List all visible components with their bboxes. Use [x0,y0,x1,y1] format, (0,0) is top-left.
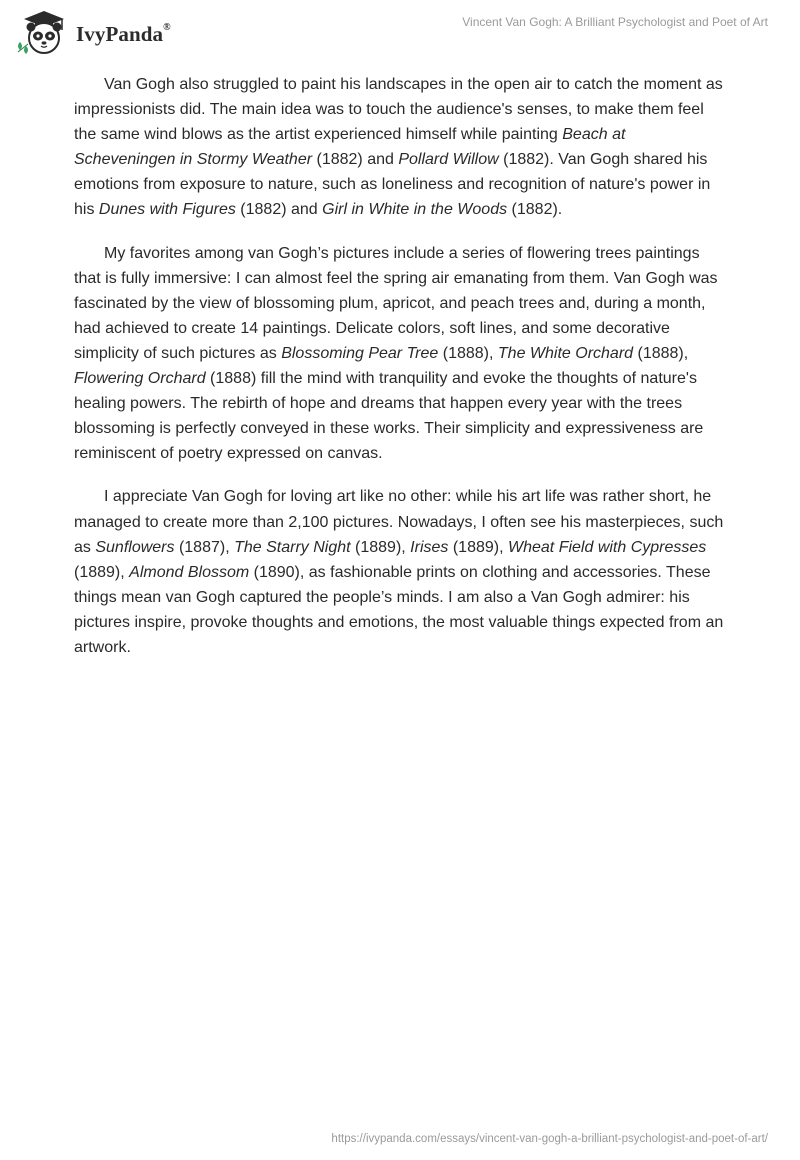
artwork-title: Beach at Scheveningen in Stormy Weather [74,126,626,169]
artwork-title: Sunflowers [95,538,175,556]
artwork-title: Flowering Orchard [74,370,206,388]
panda-graduate-icon [14,8,74,56]
source-url[interactable]: https://ivypanda.com/essays/vincent-van-gogh-a-brilliant-psychologist-and-poet-of-art/ [331,1133,768,1145]
artwork-title: Almond Blossom [129,563,250,581]
essay-body [74,72,730,678]
artwork-title: Girl in White in the Woods [322,201,508,219]
paragraph-1: Van Gogh also struggled to paint his landscapes in the open air to catch the moment as impressionists did. The main idea was to touch the audience's senses, to make them feel the same wind blows as the artist experienced himself while painting Beach at Scheveningen in Stormy Weather (1882) and Pollard Willow (1882). Van Gogh shared his emotions from exposure to nature, such as loneliness and recognition of nature's power in his Dunes with Figures (1882) and Girl in White in the Woods (1882). [74,76,723,219]
brand-name: IvyPanda® [76,21,171,46]
artwork-title: Pollard Willow [398,151,499,169]
paragraph-3: I appreciate Van Gogh for loving art like no other: while his art life was rather short, he managed to create more than 2,100 pictures. Nowadays, I often see his masterpieces, such as Sunflowers (1887), The Starry Night (1889), Irises (1889), Wheat Field with Cypresses (1889), Almond Blossom (1890), as fashionable prints on clothing and accessories. These things mean van Gogh captured the people’s minds. I am also a Van Gogh admirer: his pictures inspire, provoke thoughts and emotions, the most valuable things expected from an artwork. [74,488,724,656]
artwork-title: The Starry Night [234,538,351,556]
paragraph-2: My favorites among van Gogh’s pictures include a series of flowering trees paintings that is fully immersive: I can almost feel the spring air emanating from them. Van Gogh was fascinated by the view of blossoming plum, apricot, and peach trees and, during a month, had achieved to create 14 paintings. Delicate colors, soft lines, and some decorative simplicity of such pictures as Blossoming Pear Tree (1888), The White Orchard (1888), Flowering Orchard (1888) fill the mind with tranquility and evoke the thoughts of nature's healing powers. The rebirth of hope and dreams that happen every year with the trees blossoming is perfectly conveyed in these works. Their simplicity and expressiveness are reminiscent of poetry expressed on canvas. [74,244,718,463]
artwork-title: The White Orchard [497,344,634,362]
artwork-title: Dunes with Figures [98,201,236,219]
ivypanda-logo[interactable] [14,8,171,56]
artwork-title: Wheat Field with Cypresses [508,538,707,556]
document-title: Vincent Van Gogh: A Brilliant Psychologist and Poet of Art [462,15,768,29]
artwork-title: Irises [410,538,449,556]
artwork-title: Blossoming Pear Tree [281,344,439,362]
